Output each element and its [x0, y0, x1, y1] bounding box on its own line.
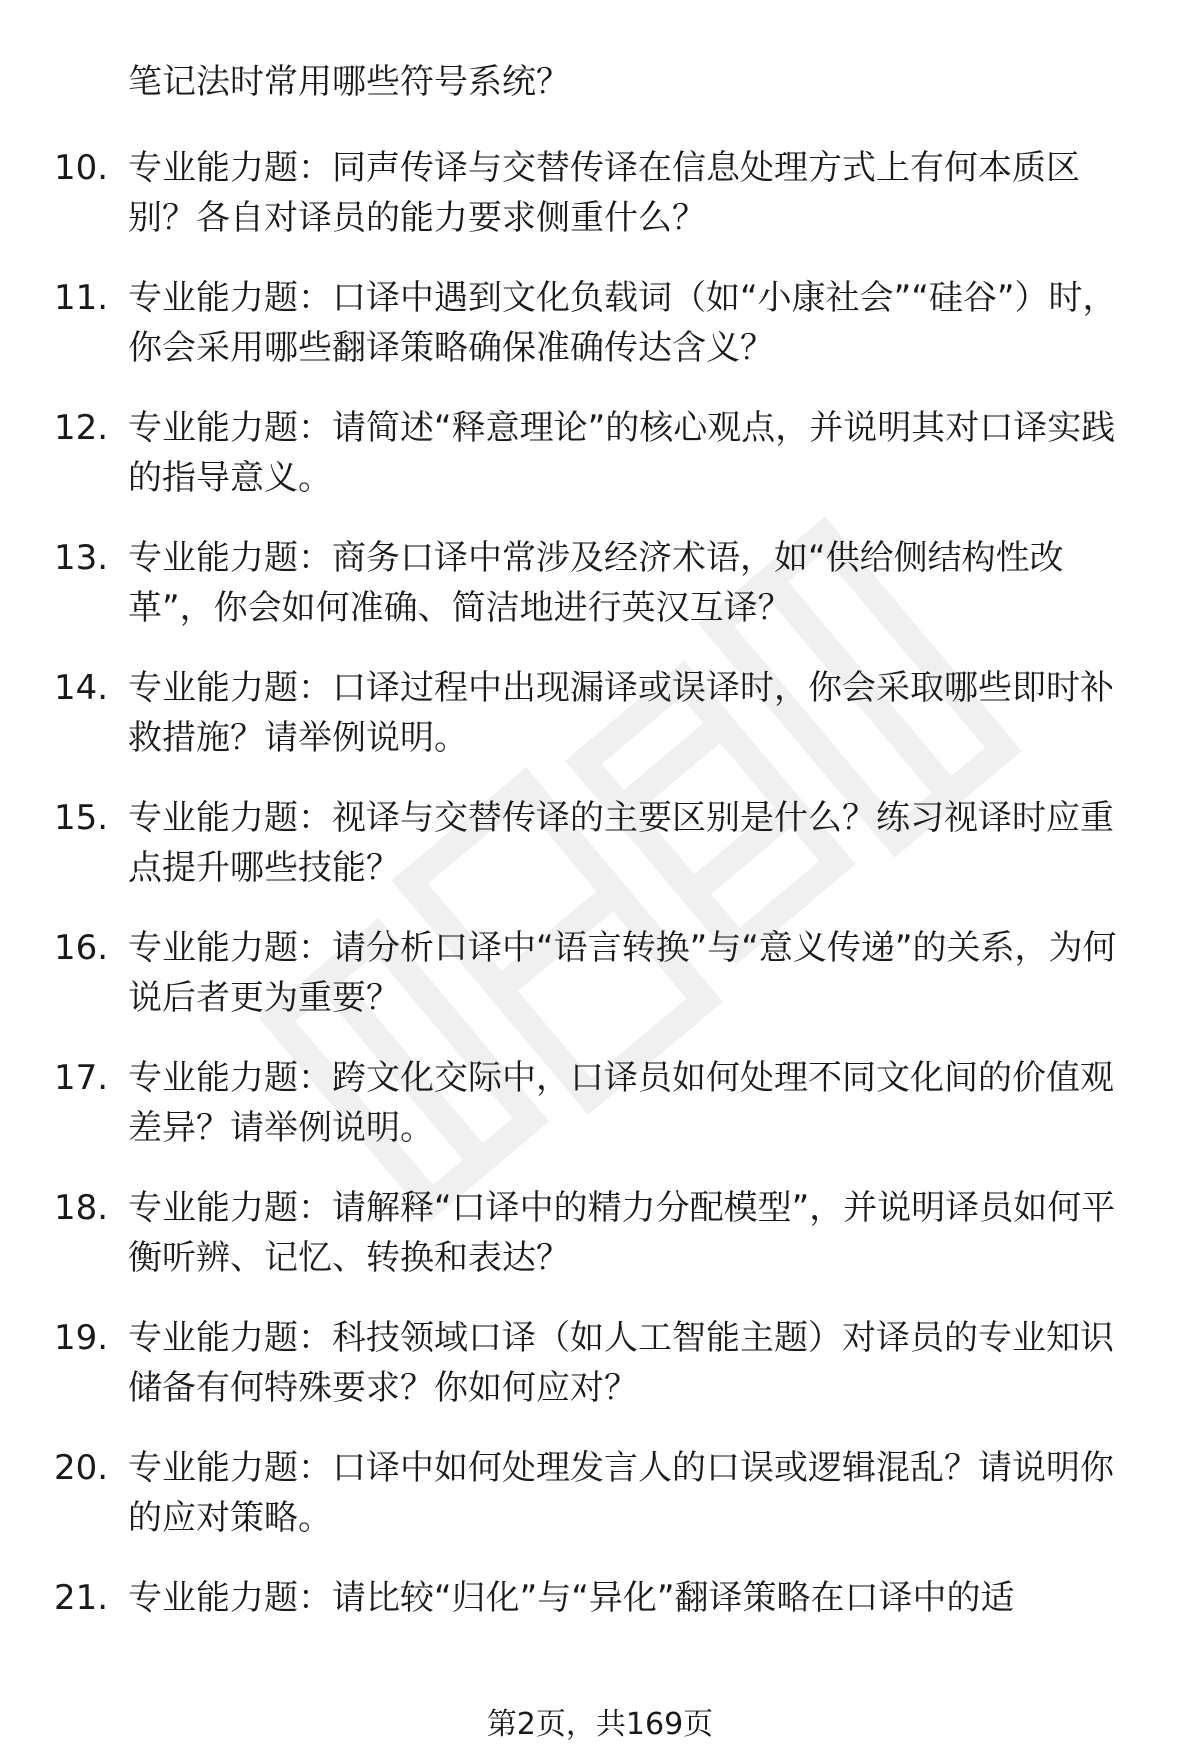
question-text: 专业能力题：请比较“归化”与“异化”翻译策略在口译中的适 [128, 1578, 1015, 1618]
question-number: 13. [54, 538, 109, 578]
question-item [0, 923, 1200, 1053]
question-item [0, 1183, 1200, 1313]
page-number-footer: 第2页，共169页 [486, 1707, 714, 1742]
question-number: 19. [54, 1318, 109, 1358]
question-item [0, 1053, 1200, 1183]
question-text: 专业能力题：同声传译与交替传译在信息处理方式上有何本质区别？各自对译员的能力要求侧重什么？ [128, 148, 1080, 238]
question-text: 专业能力题：口译过程中出现漏译或误译时，你会采取哪些即时补救措施？请举例说明。 [128, 668, 1114, 758]
question-item [0, 1573, 1200, 1703]
question-item [0, 403, 1200, 533]
question-text: 专业能力题：视译与交替传译的主要区别是什么？练习视译时应重点提升哪些技能？ [128, 798, 1114, 888]
question-text: 专业能力题：口译中遇到文化负载词（如“小康社会”“硅谷”）时，你会采用哪些翻译策略确保准确传达含义？ [128, 278, 1117, 368]
question-item [0, 1313, 1200, 1443]
question-item [0, 663, 1200, 793]
question-number: 14. [54, 668, 109, 708]
question-item [0, 793, 1200, 923]
question-text: 专业能力题：请简述“释意理论”的核心观点，并说明其对口译实践的指导意义。 [128, 408, 1116, 498]
question-continuation-text: 笔记法时常用哪些符号系统？ [128, 62, 570, 102]
question-number: 11. [54, 278, 109, 318]
question-text: 专业能力题：请分析口译中“语言转换”与“意义传递”的关系，为何说后者更为重要？ [128, 928, 1117, 1018]
question-item [0, 143, 1200, 273]
question-item [0, 1443, 1200, 1573]
question-number: 21. [54, 1578, 109, 1618]
question-item [0, 533, 1200, 663]
question-number: 18. [54, 1188, 109, 1228]
question-text: 专业能力题：商务口译中常涉及经济术语，如“供给侧结构性改革”，你会如何准确、简洁地进行英汉互译？ [128, 538, 1064, 628]
question-text: 专业能力题：跨文化交际中，口译员如何处理不同文化间的价值观差异？请举例说明。 [128, 1058, 1114, 1148]
question-number: 15. [54, 798, 109, 838]
question-list [0, 143, 1200, 1703]
question-text: 专业能力题：请解释“口译中的精力分配模型”，并说明译员如何平衡听辨、记忆、转换和表达？ [128, 1188, 1116, 1278]
question-number: 16. [54, 928, 109, 968]
question-number: 17. [54, 1058, 109, 1098]
question-number: 10. [54, 148, 109, 188]
question-number: 12. [54, 408, 109, 448]
question-item [0, 273, 1200, 403]
question-text: 专业能力题：科技领域口译（如人工智能主题）对译员的专业知识储备有何特殊要求？你如何应对？ [128, 1318, 1114, 1408]
question-number: 20. [54, 1448, 109, 1488]
question-text: 专业能力题：口译中如何处理发言人的口误或逻辑混乱？请说明你的应对策略。 [128, 1448, 1114, 1538]
